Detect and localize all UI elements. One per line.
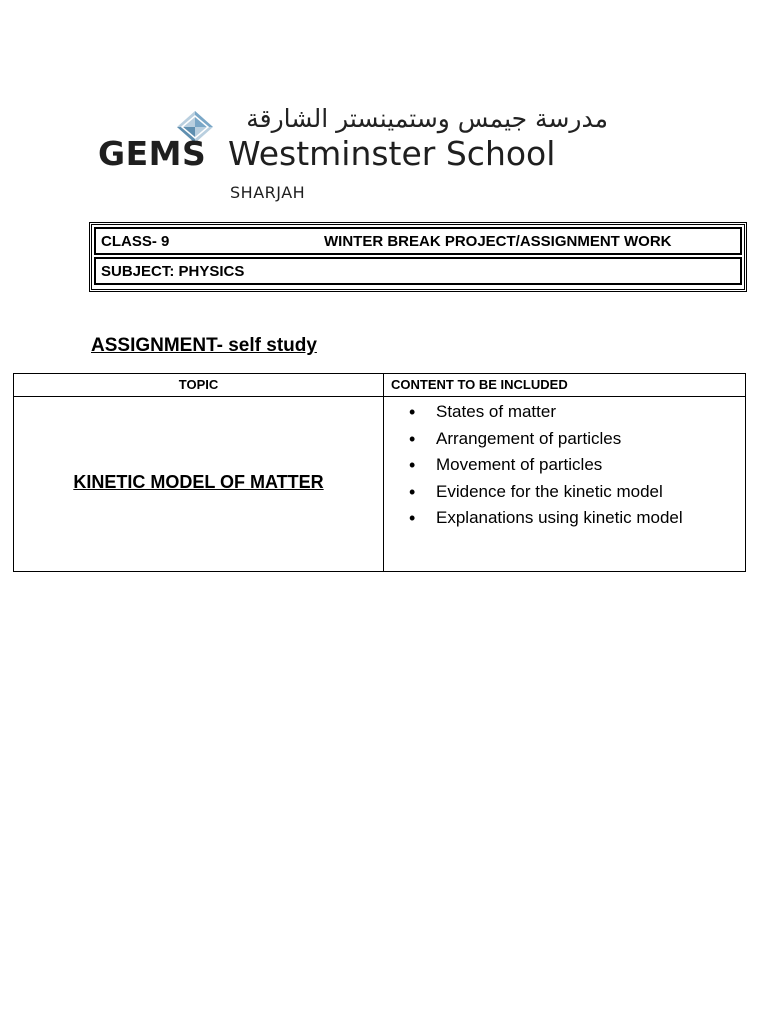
logo-arabic-name: مدرسة جيمس وستمينستر الشارقة xyxy=(246,104,608,133)
list-item: • Evidence for the kinetic model xyxy=(384,479,745,506)
table-header-row xyxy=(14,374,746,397)
column-header-topic: TOPIC xyxy=(14,374,384,397)
logo-city: SHARJAH xyxy=(230,183,306,202)
list-item: • States of matter xyxy=(384,399,745,426)
column-header-content: CONTENT TO BE INCLUDED xyxy=(384,374,746,397)
header-row-subject xyxy=(94,257,742,285)
header-row-class xyxy=(94,227,742,255)
topic-cell xyxy=(14,397,384,572)
list-item: • Arrangement of particles xyxy=(384,426,745,453)
content-cell xyxy=(384,397,746,572)
class-label: CLASS- 9 xyxy=(101,233,170,250)
assignment-title: WINTER BREAK PROJECT/ASSIGNMENT WORK xyxy=(324,233,672,250)
topic-name: KINETIC MODEL OF MATTER xyxy=(73,472,324,492)
school-logo xyxy=(98,104,618,208)
assignment-header-box xyxy=(89,222,747,292)
list-item: • Explanations using kinetic model xyxy=(384,505,745,532)
table-row xyxy=(14,397,746,572)
subject-label: SUBJECT: PHYSICS xyxy=(101,263,245,280)
logo-brand: GEMS xyxy=(98,134,207,173)
assignment-heading: ASSIGNMENT- self study xyxy=(91,335,317,356)
logo-school-name: Westminster School xyxy=(228,134,556,173)
content-list xyxy=(384,399,745,532)
topics-table xyxy=(13,373,746,572)
list-item: • Movement of particles xyxy=(384,452,745,479)
